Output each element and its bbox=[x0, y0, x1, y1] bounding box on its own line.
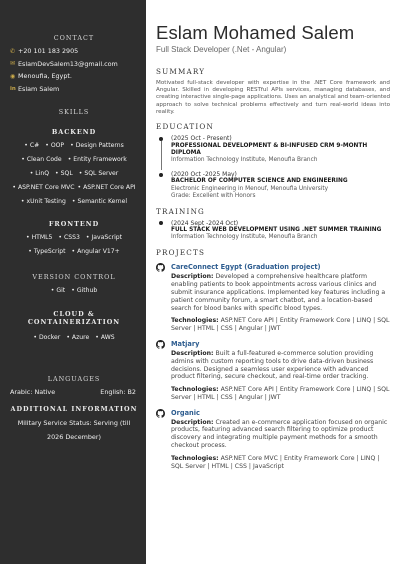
timeline-dot bbox=[159, 173, 163, 177]
candidate-role: Full Stack Developer (.Net - Angular) bbox=[156, 45, 287, 54]
education-date: (2020 Oct -2025 May) bbox=[171, 170, 237, 178]
frontend-heading: FRONTEND bbox=[48, 219, 100, 228]
education-institution: Information Technology Institute, Menoufia Branch bbox=[171, 156, 318, 163]
skill-chip: • ASP.NET Core API bbox=[77, 184, 136, 192]
phone-icon: ✆ bbox=[10, 47, 16, 55]
additional-info-heading: ADDITIONAL INFORMATION bbox=[10, 404, 138, 413]
backend-skills bbox=[10, 139, 138, 209]
skills-heading: SKILLS bbox=[58, 107, 90, 116]
skill-chip: • Git bbox=[50, 287, 66, 295]
projects-heading: PROJECTS bbox=[156, 248, 206, 258]
location-icon: ◉ bbox=[10, 72, 16, 80]
github-icon[interactable] bbox=[156, 263, 165, 272]
training-institution: Information Technology Institute, Menoufia Branch bbox=[171, 234, 318, 241]
skill-chip: • HTML5 bbox=[25, 234, 53, 242]
languages-list bbox=[10, 388, 138, 396]
project-technologies: Technologies: ASP.NET Core API | Entity Framework Core | LINQ | SQL Server | HTML | CSS | Angular | JWT bbox=[171, 317, 390, 333]
language-english: English: B2 bbox=[100, 387, 136, 396]
cloud-heading: CLOUD & CONTAINERIZATION bbox=[27, 309, 121, 326]
military-status: Military Service Status: Serving (till 2026 December) bbox=[17, 418, 131, 442]
project-description: Description: Created an e-commerce application focused on organic products, featuring advanced search filtering to optimize product discovery and integrating multiple payment methods for a smooth checkout process. bbox=[171, 418, 388, 450]
training-timeline bbox=[156, 220, 390, 242]
skill-chip: • Entity Framework bbox=[67, 156, 127, 164]
skill-chip: • SQL bbox=[55, 170, 73, 178]
main-content bbox=[146, 0, 400, 564]
project-item bbox=[156, 409, 390, 471]
education-institution: Electronic Engineering in Menouf, Menoufia University bbox=[171, 185, 329, 192]
training-title: FULL STACK WEB DEVELOPMENT USING .NET SUMMER TRAINING bbox=[171, 227, 382, 234]
candidate-name: Eslam Mohamed Salem bbox=[156, 22, 355, 43]
email-icon: ✉ bbox=[10, 60, 16, 68]
skill-chip: • ASP.NET Core MVC bbox=[12, 184, 75, 192]
education-date: (2025 Oct - Present) bbox=[171, 135, 232, 143]
contact-email[interactable] bbox=[10, 60, 138, 69]
skill-chip: • Github bbox=[71, 287, 98, 295]
project-title[interactable]: Matjary bbox=[171, 339, 200, 348]
skill-chip: • SQL Server bbox=[78, 170, 119, 178]
github-icon[interactable] bbox=[156, 340, 165, 349]
skill-chip: • AWS bbox=[95, 334, 115, 342]
skill-chip: • Azure bbox=[66, 334, 90, 342]
linkedin-link[interactable]: Eslam Salem bbox=[18, 84, 60, 93]
backend-heading: BACKEND bbox=[51, 127, 97, 136]
version-control-skills bbox=[10, 284, 138, 298]
project-technologies: Technologies: ASP.NET Core MVC | Entity Framework Core | LINQ | SQL Server | HTML | CSS | JavaScript bbox=[171, 454, 380, 470]
version-control-heading: VERSION CONTROL bbox=[32, 272, 116, 281]
contact-heading: CONTACT bbox=[53, 34, 95, 42]
skill-chip: • Angular V17+ bbox=[71, 248, 120, 256]
skill-chip: • Semantic Kernel bbox=[71, 198, 128, 206]
project-description: Description: Built a full-featured e-commerce solution providing admins with custom reporting tools to drive data-driven business decisions. Designed a seamless user experience with advanced product filtering, secure checkout, and real-time order tracking. bbox=[171, 349, 374, 381]
summary-heading: SUMMARY bbox=[156, 67, 206, 76]
linkedin-icon: in bbox=[10, 86, 16, 93]
sidebar bbox=[0, 0, 146, 564]
cloud-skills bbox=[10, 331, 138, 345]
skill-chip: • xUnit Testing bbox=[20, 198, 66, 206]
location-text: Menoufia, Egypt. bbox=[18, 72, 72, 81]
email-link[interactable]: EslamDevSalem13@gmail.com bbox=[18, 59, 118, 68]
timeline-dot bbox=[159, 221, 163, 225]
languages-heading: LANGUAGES bbox=[47, 374, 101, 383]
contact-location bbox=[10, 72, 138, 81]
skill-chip: • TypeScript bbox=[28, 248, 66, 256]
language-arabic: Arabic: Native bbox=[10, 387, 56, 396]
skill-chip: • CSS3 bbox=[58, 234, 80, 242]
skill-chip: • LinQ bbox=[29, 170, 50, 178]
project-item bbox=[156, 340, 390, 402]
summary-text: Motivated full-stack developer with expertise in the .NET Core framework and Angular. Skilled in developing RESTful APIs services, managing databases, and creating interactive single-page applications. Uses an analytical and team-oriented approach to solve technical problems effectively and turn real-world ideas into reality. bbox=[156, 80, 390, 115]
training-date: (2024 Sept -2024 Oct) bbox=[171, 219, 239, 227]
education-title: PROFESSIONAL DEVELOPMENT & BI-INFUSED CRM 9-MONTH DIPLOMA bbox=[171, 142, 368, 156]
skill-chip: • Design Patterns bbox=[70, 142, 124, 150]
education-heading: EDUCATION bbox=[156, 122, 214, 132]
project-title[interactable]: Organic bbox=[171, 408, 200, 417]
skill-chip: • Docker bbox=[33, 334, 61, 342]
project-item bbox=[156, 263, 390, 333]
education-item bbox=[156, 171, 390, 200]
contact-linkedin[interactable] bbox=[10, 85, 138, 94]
project-technologies: Technologies: ASP.NET Core API | Entity Framework Core | LINQ | SQL Server | HTML | CSS | Angular | JWT bbox=[171, 386, 390, 401]
phone-text: +20 101 183 2905 bbox=[18, 47, 79, 55]
skill-chip: • JavaScript bbox=[85, 234, 123, 242]
frontend-skills bbox=[10, 231, 138, 259]
contact-phone bbox=[10, 47, 138, 56]
training-heading: TRAINING bbox=[156, 206, 205, 216]
education-title: BACHELOR OF COMPUTER SCIENCE AND ENGINEERING bbox=[171, 178, 348, 185]
education-timeline bbox=[156, 135, 390, 200]
project-description: Description: Developed a comprehensive healthcare platform enabling patients to book appointments across various clinics and submit insurance applications. Implemented key features including a patient community forum, a smart chatbot, and a location-based search for blood banks with specific blood types. bbox=[171, 273, 386, 312]
github-icon[interactable] bbox=[156, 409, 165, 418]
skill-chip: • C# bbox=[24, 142, 40, 150]
skill-chip: • Clean Code bbox=[21, 156, 62, 164]
timeline-line bbox=[161, 141, 162, 170]
training-item bbox=[156, 220, 390, 242]
education-grade: Grade: Excellent with Honors bbox=[171, 192, 256, 199]
education-item bbox=[156, 135, 390, 164]
skill-chip: • OOP bbox=[45, 142, 65, 150]
project-title[interactable]: CareConnect Egypt (Graduation project) bbox=[171, 263, 321, 272]
